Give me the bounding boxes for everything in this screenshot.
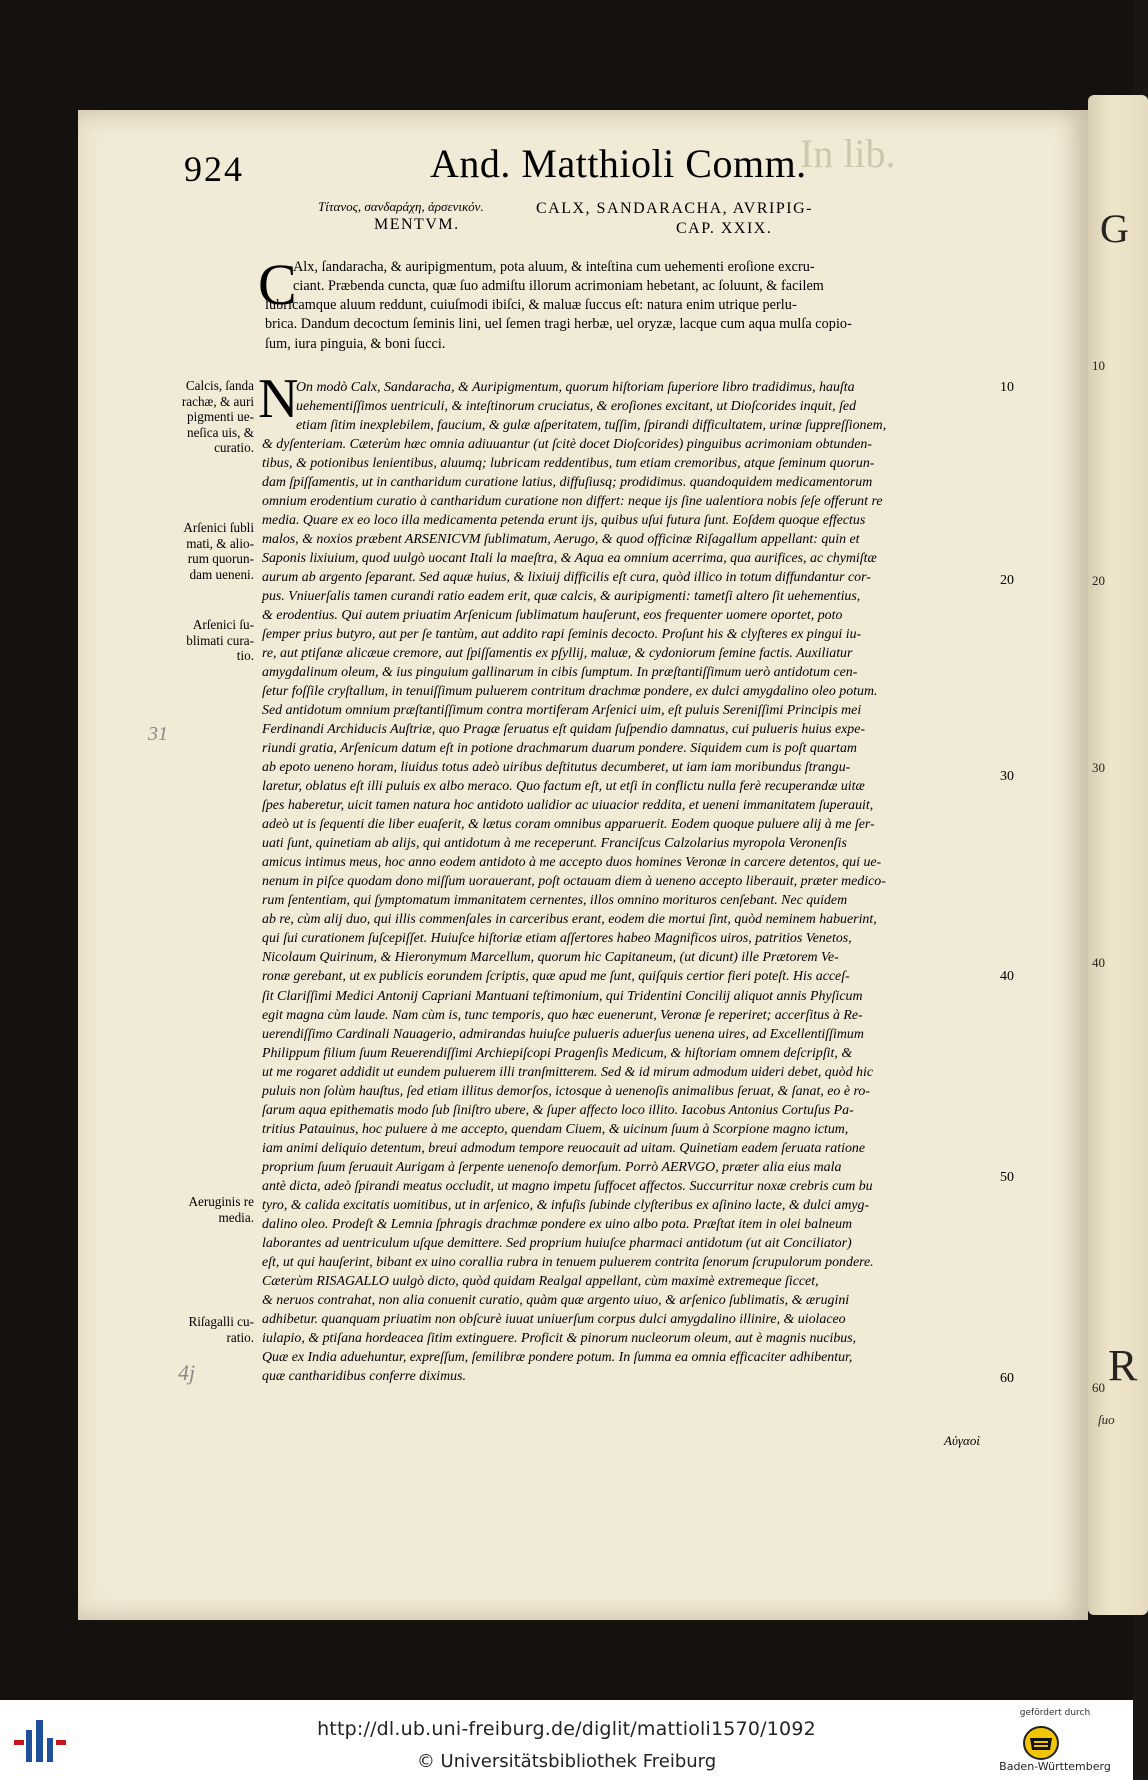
commentary-line: amygdalinum oleum, & ius pinguium gallinarum in cibis ſumptum. In præſtantiſſimum uerò antidotum cen- xyxy=(262,665,858,681)
commentary-line: uati ſunt, quinetiam ab alijs, qui antidotum à me receperunt. Franciſcus Calzolarius myropola Veronenſis xyxy=(262,836,847,852)
document-url[interactable]: http://dl.ub.uni-freiburg.de/diglit/mattioli1570/1092 xyxy=(317,1718,816,1740)
chapter-title-fragment: MENTVM. xyxy=(374,216,460,233)
margin-note-line: blimati cura- xyxy=(186,632,254,648)
commentary-line: antè dicta, adeò ſpirandi meatus occludit, ut magno impetu ſuffocet affectos. Succurritur noxæ crebris cum bu xyxy=(262,1178,873,1194)
commentary-line: laborantes ad uentriculum uſque demittere. Sed proprium huiuſce pharmaci antidotum (ut ait Conciliator) xyxy=(262,1235,852,1251)
facing-page-word: ſuo xyxy=(1098,1412,1115,1427)
margin-note-line: rachæ, & auri xyxy=(181,393,254,409)
commentary-line: ab re, cùm alij duo, qui illis commenſales in carceribus erant, eodem die mortui ſint, quòd neminem habuerint, xyxy=(262,912,877,928)
facing-page-edge xyxy=(1088,95,1148,1615)
commentary-line: ronæ gerebant, ut ex publicis eorundem ſcriptis, quæ apud me ſunt, quiſquis certior fieri poteſt. His acceſ- xyxy=(262,969,850,985)
commentary-line: media. Quare ex eo loco illa medicamenta petenda erunt ijs, quibus uſui futura ſunt. Eoſdem quoque effectus xyxy=(262,513,866,529)
commentary-line: Nicolaum Quirinum, & Hieronymum Marcellum, quorum hic Capitaneum, (ut dicunt) ille Prætorem Ve- xyxy=(262,950,839,966)
margin-note-line: Calcis, ſanda xyxy=(185,378,254,393)
line-number: 20 xyxy=(1000,573,1014,588)
copyright-notice: © Universitätsbibliothek Freiburg xyxy=(416,1751,717,1772)
commentary-line: etiam ſitim inexplebilem, faucium, & gulæ aſperitatem, tuſſim, ſpirandi difficultatem, urinæ ſuppreſſionem, xyxy=(296,418,887,434)
margin-note-line: tio. xyxy=(236,648,254,663)
commentary-line: ab epoto ueneno horam, liuidus totus adeò uiribus deſtitutus decumberet, ut iam iam moribundus ſtrangu- xyxy=(262,760,851,776)
catchword: Αὐγαοὶ xyxy=(944,1433,980,1448)
pencil-mark: 31 xyxy=(148,723,168,745)
margin-note-line: Riſagalli cu- xyxy=(188,1314,254,1329)
commentary-line: tibus, & potionibus lenientibus, aluumq; lubricam reddentibus, tum etiam cremoribus, atque ſeminum quorun- xyxy=(262,456,875,472)
commentary-line: Ferdinandi Archiducis Auſtriæ, quo Pragæ ſeruatus eſt quidam ſuſpendio damnatus, cui pulueris huius expe- xyxy=(262,722,866,738)
commentary-line: puluis non ſolùm hauſtus, ſed etiam illitus demorſos, ictosque à uenenoſis animalibus ſeruat, & ſanat, eo è ro- xyxy=(262,1083,870,1099)
commentary-line: amicus intimus meus, hoc anno eodem antidoto à me accepto duos homines Veronæ in carcere detentos, qui ue- xyxy=(262,855,882,871)
line-number: 40 xyxy=(1000,969,1014,984)
pencil-mark: 4j xyxy=(178,1360,196,1385)
margin-note-line: media. xyxy=(218,1209,254,1225)
commentary-line: iam animi deliquio detentum, breui admodum tempore reuocauit ad uitam. Quinetiam eadem ſeruata ratione xyxy=(262,1140,866,1156)
margin-note-line: Arſenici ſubli xyxy=(183,520,254,535)
margin-note-line: neſica uis, & xyxy=(186,424,254,440)
commentary-line: & dyſenteriam. Cæterùm hæc omnia adiuuantur (ut ſcitè docet Dioſcorides) pinguibus acrimoniam obtunden- xyxy=(262,437,872,453)
commentary-line: iulapio, & ptiſana hordeacea ſitim extinguere. Proficit & pinorum nucleorum oleum, aut è magnis nucibus, xyxy=(262,1330,857,1346)
commentary-line: dalino oleo. Prodeſt & Lemnia ſphragis drachmæ pondere ex uino albo pota. Præſtat item in olei balneum xyxy=(262,1216,853,1232)
commentary-line: On modò Calx, Sandaracha, & Auripigmentum, quorum hiſtoriam ſuperiore libro tradidimus, hauſta xyxy=(296,380,855,395)
commentary-line: ſetur foſſile cryſtallum, in tenuiſſimum puluerem contritum drachmæ pondere, ex dulci amygdalino oleo potum. xyxy=(262,684,878,700)
line-number: 50 xyxy=(1000,1170,1014,1185)
commentary-line: adhibetur. quanquam priuatim non obſcurè iuuat uniuerſum corpus dulci amygdalino illinire, & uiolaceo xyxy=(262,1311,846,1327)
dropcap-n: N xyxy=(258,368,299,430)
margin-note-line: curatio. xyxy=(214,440,254,455)
commentary-line: quæ cantharidibus conferre diximus. xyxy=(262,1368,466,1384)
commentary-line: Philippum filium ſuum Reuerendiſſimi Archiepiſcopi Pragenſis Medicum, & hiſtoriam omnem deſcripſit, & xyxy=(262,1045,853,1061)
facing-page-line-number: 60 xyxy=(1092,1380,1105,1395)
margin-note-arsenici-curatio xyxy=(158,617,254,664)
line-number: 60 xyxy=(1000,1371,1014,1386)
chapter-title-line: CALX, SANDARACHA, AVRIPIG- xyxy=(536,200,813,217)
viewer-footer xyxy=(0,1700,1133,1780)
commentary-line: dam ſpiſſamentis, ut in cantharidum curatione latius, diffuſiusq; prodidimus. quandoquidem medicamentorum xyxy=(262,475,873,491)
line-number: 10 xyxy=(1000,380,1014,395)
line-number: 30 xyxy=(1000,769,1014,784)
margin-note-aeruginis xyxy=(158,1194,254,1225)
commentary-line: re, aut ptiſanæ alicæue cremore, aut ſpiſſamentis ex pſyllij, maluæ, & cydoniorum ſemine factis. Auxiliatur xyxy=(262,646,853,662)
dioscorides-line: ſum, iura pinguia, & boni ſucci. xyxy=(265,335,446,352)
commentary-line: egit magna cùm laude. Nam cùm is, tunc temporis, quo hæc euenerunt, Veronæ ſe reperiret; accerſitus à Re- xyxy=(262,1007,863,1023)
commentary-line: Saponis lixiuium, quod uulgò uocant Itali la maeſtra, & Aqua ea omnium acerrima, qua aurifices, ac chymiſtæ xyxy=(262,551,877,567)
commentary-line: proprium ſuum ſeruauit Aurigam à ſerpente uenenoſo demorſum. Porrò AERVGO, præter alia eius mala xyxy=(262,1159,842,1175)
commentary-line: ſarum aqua epithematis modo ſub ſiniſtro ubere, & ſuper affecto loco illito. Iacobus Antonius Cortuſus Pa- xyxy=(262,1102,854,1118)
commentary-line: uehementiſſimos uentriculi, & inteſtinorum cruciatus, & eroſiones excitant, ut Dioſcorides inquit, ſed xyxy=(296,399,857,415)
dioscorides-line: brica. Dandum decoctum ſeminis lini, uel ſemen tragi herbæ, uel oryzæ, lacque cum aqua mulſa copio- xyxy=(265,316,852,333)
commentary-line: malos, & noxios præbent ARSENICVM ſublimatum, Aerugo, & quod officinæ Riſagallum appellant: quin et xyxy=(262,532,860,548)
commentary-line: adeò ut is ſequenti die liber euaſerit, & lætus coram omnibus apparuerit. Eodem quoque puluere alij à me ſer- xyxy=(262,817,875,833)
commentary-line: nenum in piſce quodam dono miſſum uorauerant, poſt octauam diem à ueneno accepto liberauit, præter medico- xyxy=(262,874,886,890)
margin-note-line: ratio. xyxy=(226,1329,254,1345)
margin-note-line: Aeruginis re xyxy=(188,1194,254,1209)
commentary-line: & erodentius. Qui autem priuatim Arſenicum ſublimatum hauſerunt, eos frequenter uomere oportet, poto xyxy=(262,608,843,624)
commentary-line: & neruos contrahat, non alia conuenit curatio, quàm quæ argento uiuo, & arſenico ſublimatis, & ærugini xyxy=(262,1292,850,1308)
coat-of-arms-icon xyxy=(1021,1724,1061,1762)
running-head: And. Matthioli Comm. xyxy=(430,141,807,186)
commentary-line: qui ſui curationem ſuſcepiſſet. Huiuſce hiſtoriæ etiam aſſertores habeo Magnificos uiros, patritios Venetos, xyxy=(262,931,852,947)
commentary-line: Cæterùm RISAGALLO uulgò dicto, quòd quidam Realgal appellant, cùm maximè extremeque ſiccet, xyxy=(262,1273,819,1289)
chapter-number: CAP. XXIX. xyxy=(676,220,773,237)
dioscorides-text xyxy=(265,258,852,354)
commentary-line: tyro, & calida excitatis uomitibus, ut in arſenico, & infuſis ſubinde clyſteribus ex aſinino lacte, & dulci amyg- xyxy=(262,1197,870,1213)
commentary-line: tritius Patauinus, hoc puluere à me accepto, quendam Ciuem, & uicinum ſuum à Scorpione magno ictum, xyxy=(262,1121,849,1137)
commentary-line: pus. Vniuerſalis tamen curandi ratio eadem erit, quæ calcis, & auripigmenti: tametſi altero ſit uehementius, xyxy=(262,589,861,605)
facing-page-line-number: 10 xyxy=(1092,358,1105,373)
commentary-line: rum ſententiam, qui ſymptomatum immanitatem cernentes, illos omnino morituros cenſebant. Nec quidem xyxy=(262,893,848,909)
commentary-text xyxy=(262,378,886,1386)
show-through-text: In lib. xyxy=(800,131,896,176)
commentary-line: eſt, ut qui hauſerint, bibant ex uino corallia rubra in tenuem puluerem contrita ſenorum ſcrupulorum pondere. xyxy=(262,1254,874,1270)
margin-note-arsenici-sublimati xyxy=(158,520,254,582)
facing-page-line-number: 30 xyxy=(1092,760,1105,775)
commentary-line: Quæ ex India aduehuntur, expreſſum, ſemilibræ pondere potum. In ſumma ea omnia efficaciter adhibentur, xyxy=(262,1349,853,1365)
facing-page-line-number: 40 xyxy=(1092,955,1105,970)
facing-page-letter: R xyxy=(1108,1341,1138,1390)
margin-note-calcis xyxy=(158,378,254,456)
dioscorides-line: Alx, ſandaracha, & auripigmentum, pota aluum, & inteſtina cum uehementi eroſione excru- xyxy=(293,259,815,275)
facing-page-letter: G xyxy=(1100,206,1129,251)
dioscorides-line: lubricamque aluum reddunt, cuiuſmodi ibiſci, & maluæ ſuccus eſt: natura enim utrique perlu- xyxy=(265,297,797,314)
commentary-line: aurum ab argento ſeparant. Sed aquæ huius, & lixiuij difficilis eſt cura, quòd illico in totum diffundantur cor- xyxy=(262,570,871,586)
margin-note-line: dam ueneni. xyxy=(189,566,254,582)
sponsor-block xyxy=(985,1708,1125,1778)
commentary-line: laretur, oblatus eſt illi puluis ex albo meraco. Quo factum eſt, ut etſi in conflictu nulla ferè recuperandæ uitæ xyxy=(262,779,865,795)
dropcap-c: C xyxy=(258,252,297,317)
margin-note-line: mati, & alio- xyxy=(186,535,254,551)
page-number: 924 xyxy=(184,149,244,189)
commentary-line: ut me rogaret addidit ut eundem puluerem illi tranſmitterem. Sed & id mirum admodum uideri debet, quòd hic xyxy=(262,1064,873,1080)
commentary-line: riundi gratia, Arſenicum datum eſt in potione drachmarum duarum pondere. Siquidem cum is poſt quartam xyxy=(262,741,857,757)
commentary-line: omnium erodentium curatio à cantharidum curatione non differt: neque ijs ſine ualentiora nobis ſeſe offerunt re xyxy=(262,494,883,510)
chapter-title xyxy=(536,199,916,239)
margin-note-line: pigmenti ue- xyxy=(186,409,254,424)
commentary-line: Sed antidotum omnium præſtantiſſimum contra mortiferam Arſenici uim, eſt puluis Sereniſſimi Principis mei xyxy=(262,703,862,719)
dioscorides-line: ciant. Præbenda cuncta, quæ ſuo admiſtu illorum acrimoniam hebetant, ac ſoluunt, & facilem xyxy=(293,278,824,295)
greek-heading: Τίτανος, σανδαράχη, ἀρσενικόν. xyxy=(318,199,484,214)
margin-note-line: Arſenici ſu- xyxy=(192,617,254,632)
commentary-line: ſpes haberetur, uicit tamen natura hoc antidoto ualidior ac uiuacior reddita, et ueneni immanitatem ſuperauit, xyxy=(262,798,874,814)
commentary-line: ſit Clariſſimi Medici Antonij Capriani Mantuani teſtimonium, qui Tridentini Concilij aliquot annis Phyſicum xyxy=(262,988,863,1004)
sponsor-label: gefördert durch xyxy=(1019,1708,1091,1718)
commentary-line: uerendiſſimo Cardinali Nauagerio, admirandas huiuſce pulueris aduerſus uenena uires, ad Excellentiſſimum xyxy=(262,1026,864,1042)
commentary-line: ſemper prius butyro, aut per ſe tantùm, aut addito rapi ſeminis decocto. Proſunt his & clyſteres ex pingui iu- xyxy=(262,627,862,643)
margin-note-line: rum quorun- xyxy=(187,551,254,566)
margin-note-risagalli xyxy=(158,1314,254,1345)
sponsor-name: Baden-Württemberg xyxy=(999,1760,1111,1773)
facing-page-line-number: 20 xyxy=(1092,573,1105,588)
